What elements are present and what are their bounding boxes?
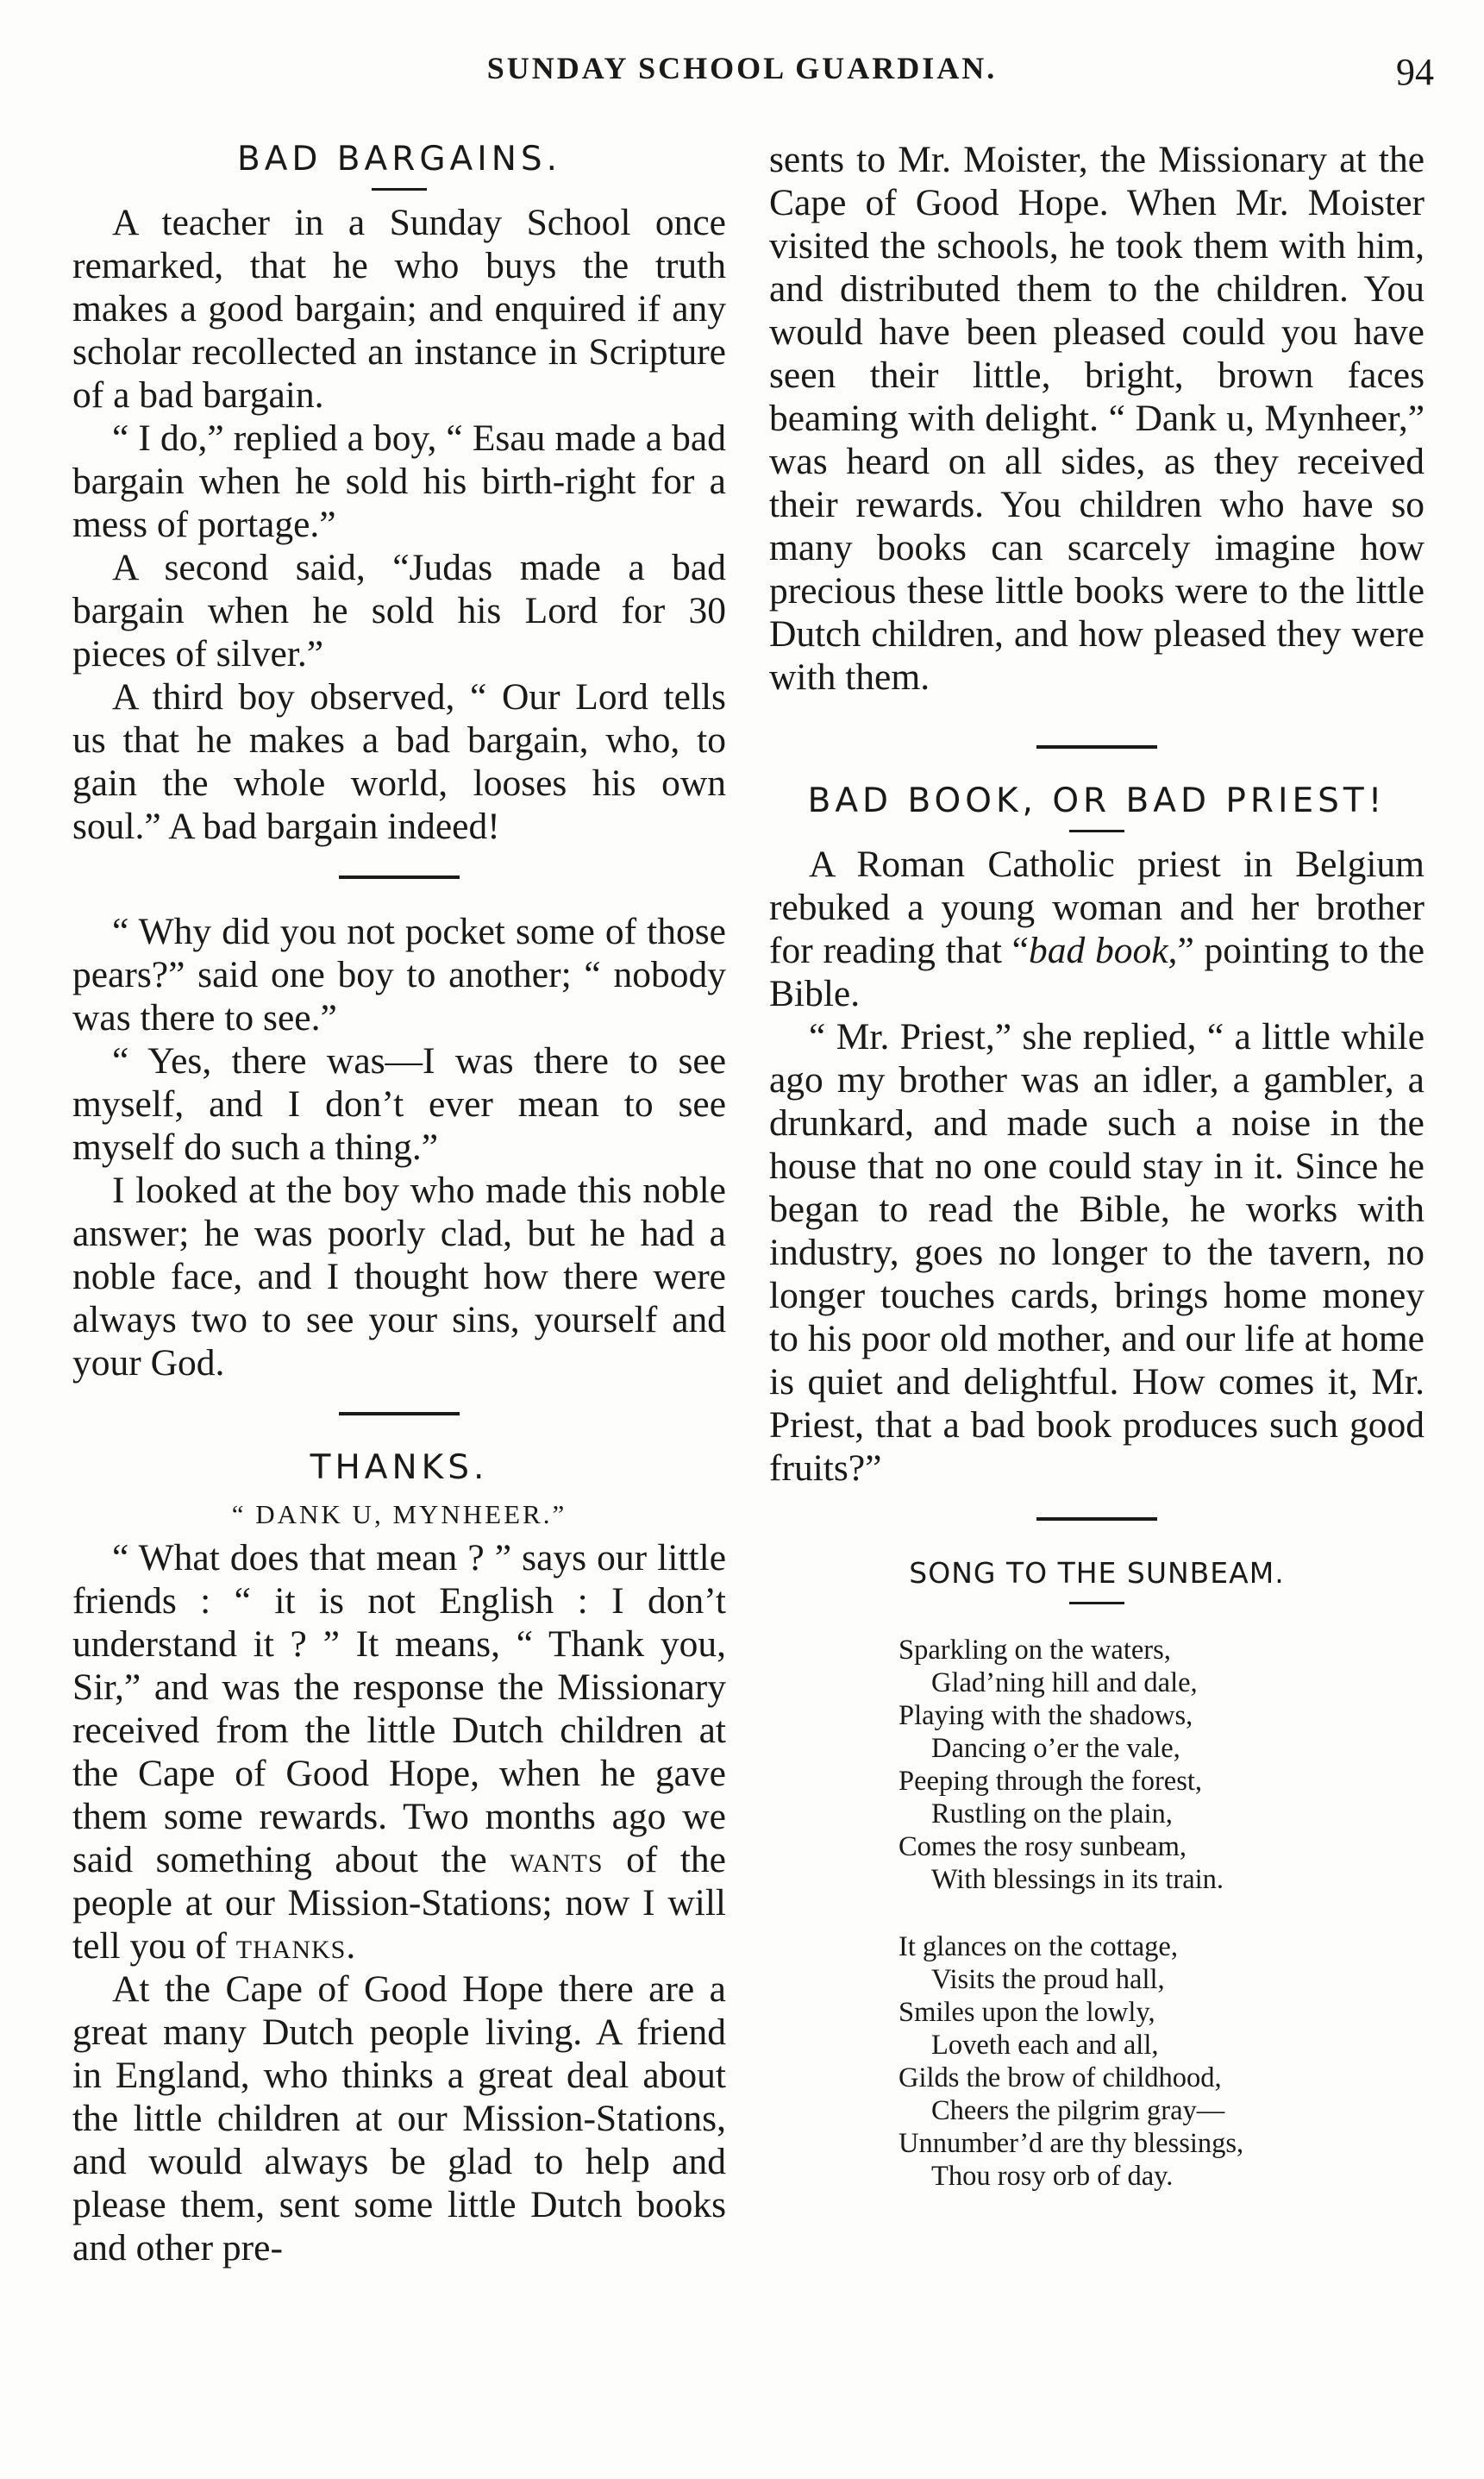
poem-line: Cheers the pilgrim gray—: [931, 2095, 1225, 2126]
poem-line: It glances on the cottage,: [899, 1931, 1178, 1962]
poem: [899, 1634, 1425, 2193]
poem-line: Rustling on the plain,: [931, 1798, 1173, 1829]
left-column: [72, 138, 726, 2269]
poem-line: Unnumber’d are thy blessings,: [899, 2128, 1244, 2159]
thanks-paragraph-continued: sents to Mr. Moister, the Missionary at the Cape of Good Hope. When Mr. Moister visited the schools, he took them with him, and distributed them to the children. You would have been pleased could you have seen their little, bright, brown faces beaming with delight. “ Dank u, Mynheer,” was heard on all sides, as they received their rewards. You children who have so many books can scarcely imagine how precious these little books were to the little Dutch children, and how pleased they were with them.: [769, 139, 1425, 698]
poem-line: Thou rosy orb of day.: [931, 2161, 1174, 2192]
poem-stanza: [899, 1634, 1425, 1896]
thanks-paragraph: “ What does that mean ? ” says our little friends : “ it is not English : I don’t understand it ? ” It means, “ Thank you, Sir,” and was the response the Missionary received from the little Dutch children at the Cape of Good Hope, when he gave them some rewards. Two months ago we said something about the wants of the people at our Mission-Stations; now I will tell you of thanks.: [72, 1537, 726, 1967]
song-title: SONG TO THE SUNBEAM.: [909, 1556, 1285, 1590]
pears-paragraph: “ Yes, there was—I was there to see myself, and I don’t ever mean to see myself do such a thing.”: [72, 1040, 726, 1168]
bad-bargains-paragraph: “ I do,” replied a boy, “ Esau made a bad bargain when he sold his birth-right for a mess of portage.”: [72, 417, 726, 545]
poem-line: Smiles upon the lowly,: [899, 1997, 1155, 2028]
thanks-paragraph: At the Cape of Good Hope there are a great many Dutch people living. A friend in England, who thinks a great deal about the little children at our Mission-Stations, and would always be glad to help and please them, sent some little Dutch books and other pre-: [72, 1968, 726, 2269]
poem-line: Peeping through the forest,: [899, 1766, 1203, 1797]
pears-paragraph: I looked at the boy who made this noble answer; he was poorly clad, but he had a noble face, and I thought how there were always two to see your sins, yourself and your God.: [72, 1170, 726, 1384]
bad-book-title: BAD BOOK, OR BAD PRIEST!: [807, 781, 1387, 820]
section-divider: [1036, 1517, 1157, 1521]
bad-bargains-title: BAD BARGAINS.: [236, 140, 562, 179]
poem-line: Playing with the shadows,: [899, 1700, 1193, 1731]
poem-line: Loveth each and all,: [931, 2030, 1159, 2061]
page-header: [0, 50, 1484, 102]
page-number: 94: [1396, 51, 1434, 93]
poem-line: Dancing o’er the vale,: [931, 1733, 1180, 1764]
thanks-subtitle: “ DANK U, MYNHEER.”: [231, 1499, 567, 1529]
right-column: [769, 138, 1425, 2193]
poem-line: Sparkling on the waters,: [899, 1635, 1171, 1666]
poem-line: Visits the proud hall,: [931, 1964, 1165, 1995]
section-divider: [339, 1412, 460, 1415]
section-divider: [1036, 745, 1157, 749]
bad-bargains-paragraph: A second said, “Judas made a bad bargain when he sold his Lord for 30 pieces of silver.”: [72, 547, 726, 675]
poem-stanza: [899, 1930, 1425, 2193]
poem-line: With blessings in its train.: [931, 1864, 1224, 1895]
bad-bargains-paragraph: A third boy observed, “ Our Lord tells us that he makes a bad bargain, who, to gain the whole world, looses his own soul.” A bad bargain indeed!: [72, 676, 726, 847]
running-title: SUNDAY SCHOOL GUARDIAN.: [486, 51, 998, 85]
title-rule: [1069, 830, 1124, 832]
thanks-title: THANKS.: [310, 1448, 489, 1487]
title-rule: [372, 188, 427, 191]
title-rule: [1069, 1602, 1124, 1604]
poem-line: Gilds the brow of childhood,: [899, 2062, 1222, 2093]
bad-book-paragraph: A Roman Catholic priest in Belgium rebuked a young woman and her brother for reading that “bad book,” pointing to the Bible.: [769, 844, 1425, 1014]
poem-line: Comes the rosy sunbeam,: [899, 1831, 1187, 1862]
poem-line: Glad’ning hill and dale,: [931, 1667, 1198, 1698]
pears-paragraph: “ Why did you not pocket some of those pears?” said one boy to another; “ nobody was there to see.”: [72, 911, 726, 1039]
bad-book-paragraph: “ Mr. Priest,” she replied, “ a little while ago my brother was an idler, a gambler, a drunkard, and made such a noise in the house that no one could stay in it. Since he began to read the Bible, he works with industry, goes no longer to the tavern, no longer touches cards, brings home money to his poor old mother, and our life at home is quiet and delightful. How comes it, Mr. Priest, that a bad book produces such good fruits?”: [769, 1016, 1425, 1489]
section-divider: [339, 875, 460, 879]
bad-bargains-paragraph: A teacher in a Sunday School once remarked, that he who buys the truth makes a good bargain; and enquired if any scholar recollected an instance in Scripture of a bad bargain.: [72, 202, 726, 416]
